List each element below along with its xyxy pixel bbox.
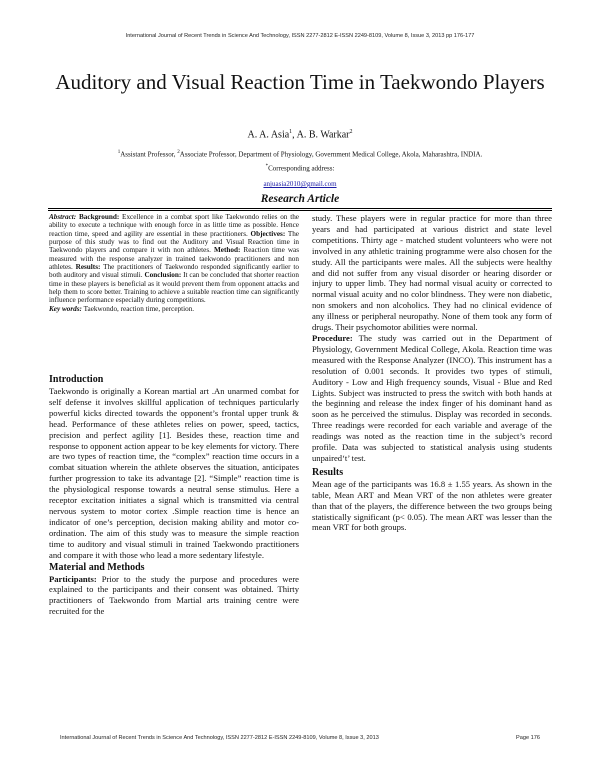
method-label: Method: <box>214 246 241 255</box>
results-paragraph: Mean age of the participants was 16.8 ± 1.55 years. As shown in the table, Mean ART and Mean VRT of the non athletes were greater than that of the players, the difference between the two groups being statistically significant (p< 0.05). The mean ART was lesser than the mean VRT for both groups. <box>312 478 552 533</box>
introduction-text: Taekwondo is originally a Korean martial art .An unarmed combat for self defense it involves skillful application of techniques particularly powerful kicks directed towards the opponent’s frontal upper trunk & head. Performance of these athletes relies on power, speed, tactics, precision and perfect agility [1]. Besides these, reaction time and response to opponent action appear to be key elements for victory. There are two types of reaction time, the “complex” reaction time occurs in a combat situation wherein the athlete observes the situation, anticipates further progression to take its advantage [2]. “Simple” reaction time is the physiological response towards a neutral sense stimulus. Here a receptor excitation initiates a signal which is transmitted via central nervous system to motor cortex .Simple reaction time is hence an indicator of one’s perception, decision making ability and motor co-ordination. The aim of this study was to measure the simple reaction time to auditory and visual stimuli in trained Taekwondo practitioners and compare it with those who lead a more sedentary lifestyle. <box>49 386 299 560</box>
running-header: International Journal of Recent Trends in Science And Technology, ISSN 2277-2812 E-ISSN 2249-8109, Volume 8, Issue 3, 2013 pp 176-177 <box>125 33 475 39</box>
author-1-sup: 1 <box>289 129 293 135</box>
article-type: Research Article <box>260 193 340 205</box>
corresponding-address <box>0 164 600 172</box>
keywords-text: Taekwondo, reaction time, perception. <box>81 304 195 313</box>
right-column <box>312 213 552 533</box>
email-line <box>0 180 600 188</box>
affiliation-sup-1: 1 <box>117 150 121 155</box>
methods-heading: Material and Methods <box>49 561 145 573</box>
introduction-heading: Introduction <box>49 374 104 385</box>
footer-text: International Journal of Recent Trends in Science And Technology, ISSN 2277-2812 E-ISSN 2249-8109, Volume 8, Issue 3, 2013 <box>60 735 379 741</box>
affiliation-sup-2: 2 <box>177 150 180 155</box>
affiliation-text-2: Associate Professor, Department of Physiology, Government Medical College, Akola, Maharashtra, INDIA. <box>179 150 483 159</box>
participants-paragraph <box>49 574 299 618</box>
divider-top <box>48 208 552 209</box>
abstract-label: Abstract: <box>49 213 77 221</box>
procedure-paragraph <box>312 333 552 464</box>
results-text: The practitioners of Taekwondo responded significantly earlier to both auditory and visual stimuli. <box>49 263 299 280</box>
corresponding-sup: * <box>265 164 269 169</box>
page-number: Page 176 <box>516 735 540 741</box>
objectives-label: Objectives: <box>250 229 286 238</box>
objectives-text: The purpose of this study was to find out the Auditory and Visual Reaction time in Taekwondo players and compare it with non athletes. <box>49 229 300 255</box>
procedure-text: The study was carried out in the Department of Physiology, Government Medical College, Akola. Reaction time was measured with the Response Analyzer (INCO). This instrument has a resolution of 0.001 seconds. It provides two types of stimuli, Auditory - Low and High frequency sounds, Visual - Blue and Red Lights. Subject was instructed to press the switch with both hands at the beginning and release the index finger of his dominant hand as soon as he perceived the stimulus. Display was recorded in seconds. Three readings were recorded for each variable and average of the readings was noted as the reaction time in the subject’s record profile. Data was subjected to statistical analysis using students unpaired‘t’ test. <box>312 332 552 463</box>
method-text: Reaction time was measured with the response analyzer in trained taekwondo practitioners and non athletes. <box>49 246 300 272</box>
affiliation-text-1: Assistant Professor, <box>120 150 178 159</box>
keywords-label: Key words: <box>49 304 82 313</box>
left-column <box>49 373 299 617</box>
background-label: Background: <box>79 213 120 221</box>
email-link[interactable]: anjuasia2010@gmail.com <box>263 180 337 188</box>
affiliation <box>20 150 580 158</box>
divider-bottom <box>48 210 552 211</box>
results-label: Results: <box>75 263 101 272</box>
paper-title: Auditory and Visual Reaction Time in Taekwondo Players <box>55 70 545 94</box>
background-text: Excellence in a combat sport like Taekwondo relies on the ability to execute a technique with enough force in as little time as possible. Hence reaction time, speed and agility are essential in these practitioners. <box>49 213 299 238</box>
conclusion-text: It can be concluded that shorter reaction time in these players is beneficial as it would prevent them from opponent attacks and help them to score better. Training to achieve a suitable reaction time can significantly influence performance especially during competitions. <box>49 271 299 305</box>
author-list <box>0 129 600 140</box>
author-2-sup: 2 <box>349 129 353 135</box>
participants-text-right: study. These players were in regular practice for more than three years and had participated at various district and state level competitions. Thirty age - matched student volunteers who were not involved in any athletic training programme were also chosen for the study. All the participants were males. All the subjects were healthy and did not suffer from any visual disorder or hearing disorder or injury to upper limb. They had normal visual acuity or corrected to normal visual acuity and no color blindness. They were non diabetic, non smokers and non alcoholics. They had no clinical evidence of any illness or peripheral neuropathy. None of them took any form of drugs. Their psychomotor abilities were normal. <box>312 213 552 333</box>
running-footer <box>60 735 540 741</box>
procedure-label: Procedure: <box>312 332 353 343</box>
results-heading: Results <box>312 466 344 478</box>
author-separator: , <box>292 129 297 141</box>
participants-text-left: Prior to the study the purpose and procedures were explained to the participants and their consent was obtained. Thirty practitioners of Taekwondo from Martial arts training centre were recruited for the <box>49 573 299 617</box>
conclusion-label: Conclusion: <box>144 271 182 280</box>
author-2: A. B. Warkar <box>296 129 350 141</box>
author-1: A. A. Asia <box>247 129 290 141</box>
abstract <box>49 213 299 313</box>
participants-label: Participants: <box>49 573 97 584</box>
corresponding-label: Corresponding address: <box>268 164 335 173</box>
